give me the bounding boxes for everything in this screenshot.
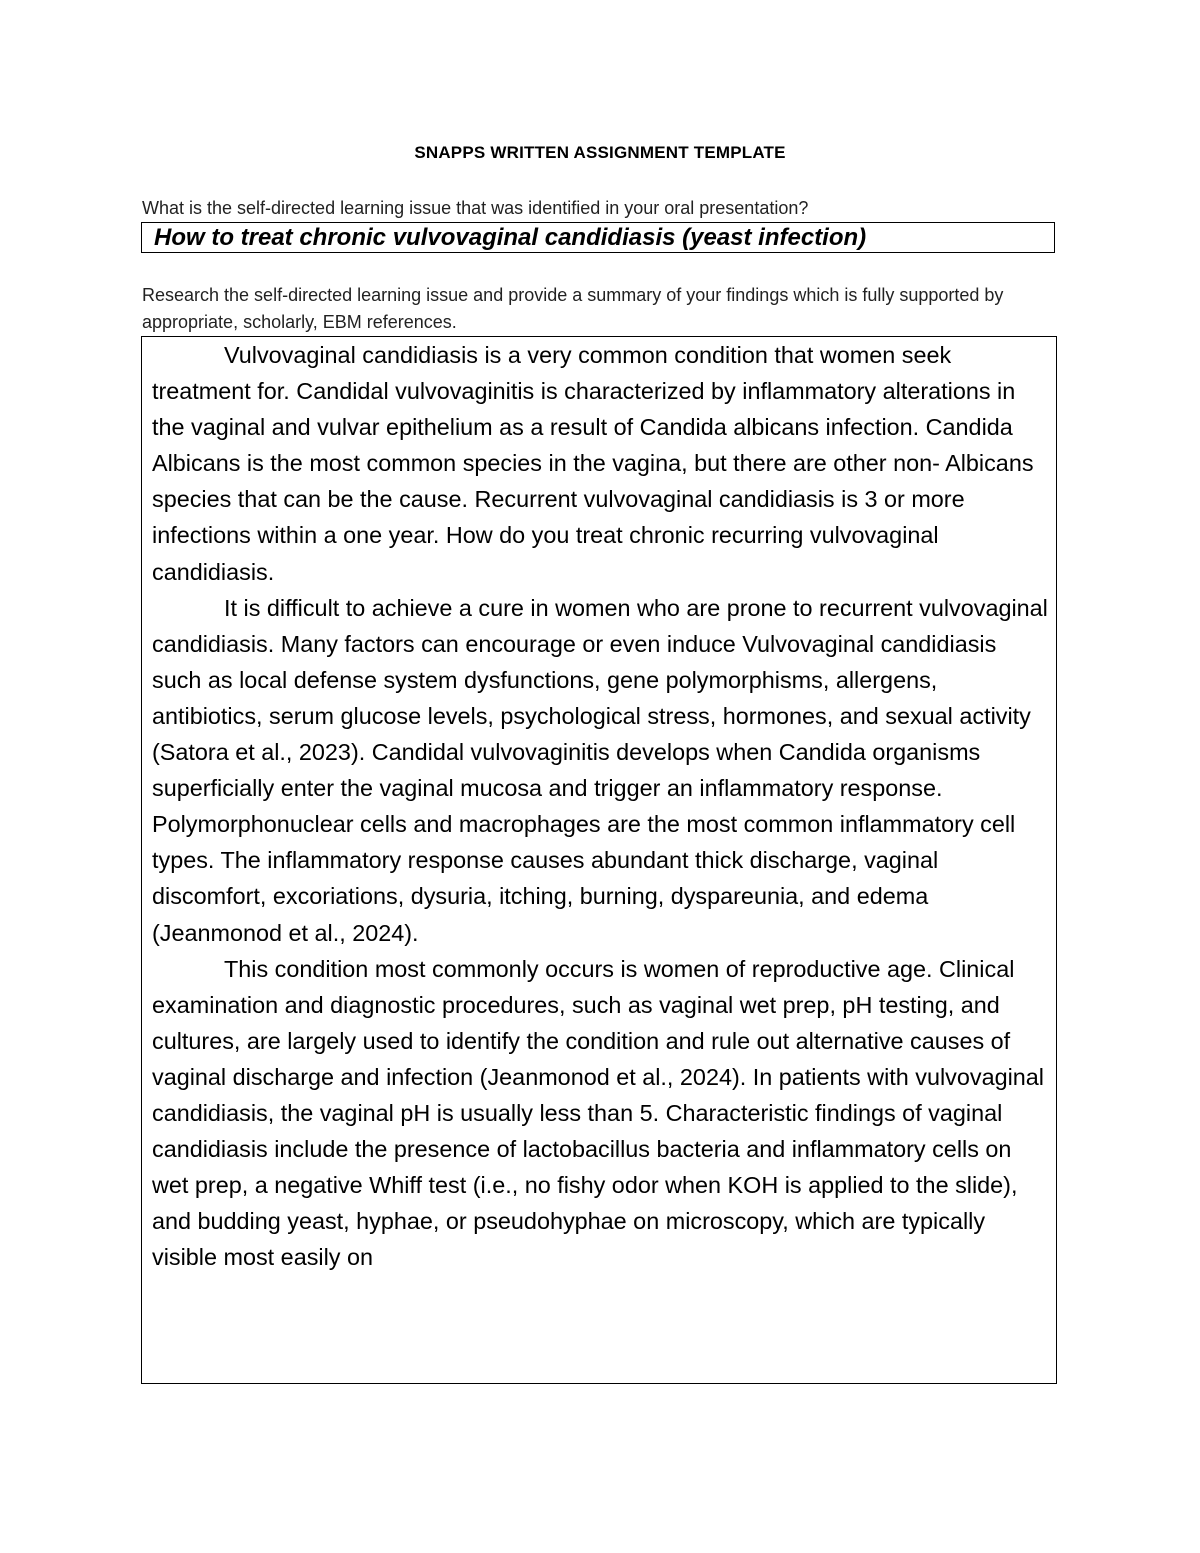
issue-prompt: What is the self-directed learning issue that was identified in your oral presentation?	[142, 198, 809, 218]
findings-paragraph-1: Vulvovaginal candidiasis is a very common condition that women seek treatment for. Candidal vulvovaginitis is characterized by inflammatory alterations in the vaginal and vulvar epithelium as a result of Candida albicans infection. Candida Albicans is the most common species in the vagina, but there are other non- Albicans species that can be the cause. Recurrent vulvovaginal candidiasis is 3 or more infections within a one year. How do you treat chronic recurring vulvovaginal candidiasis.	[152, 342, 1034, 585]
learning-issue-field[interactable]: How to treat chronic vulvovaginal candidiasis (yeast infection)	[141, 222, 1055, 253]
findings-paragraph-3: This condition most commonly occurs is women of reproductive age. Clinical examination and diagnostic procedures, such as vaginal wet prep, pH testing, and cultures, are largely used to identify the condition and rule out alternative causes of vaginal discharge and infection (Jeanmonod et al., 2024). In patients with vulvovaginal candidiasis, the vaginal pH is usually less than 5. Characteristic findings of vaginal candidiasis include the presence of lactobacillus bacteria and inflammatory cells on wet prep, a negative Whiff test (i.e., no fishy odor when KOH is applied to the slide), and budding yeast, hyphae, or pseudohyphae on microscopy, which are typically visible most easily on	[152, 955, 1044, 1271]
findings-paragraph-2: It is difficult to achieve a cure in women who are prone to recurrent vulvovaginal candidiasis. Many factors can encourage or even induce Vulvovaginal candidiasis such as local defense system dysfunctions, gene polymorphisms, allergens, antibiotics, serum glucose levels, psychological stress, hormones, and sexual activity (Satora et al., 2023). Candidal vulvovaginitis develops when Candida organisms superficially enter the vaginal mucosa and trigger an inflammatory response. Polymorphonuclear cells and macrophages are the most common inflammatory cell types. The inflammatory response causes abundant thick discharge, vaginal discomfort, excoriations, dysuria, itching, burning, dyspareunia, and edema (Jeanmonod et al., 2024).	[152, 594, 1048, 946]
findings-summary-field[interactable]	[141, 336, 1057, 1384]
document-title: SNAPPS WRITTEN ASSIGNMENT TEMPLATE	[414, 143, 786, 162]
research-prompt: Research the self-directed learning issue and provide a summary of your findings which is fully supported by appropriate, scholarly, EBM references.	[142, 285, 1004, 332]
